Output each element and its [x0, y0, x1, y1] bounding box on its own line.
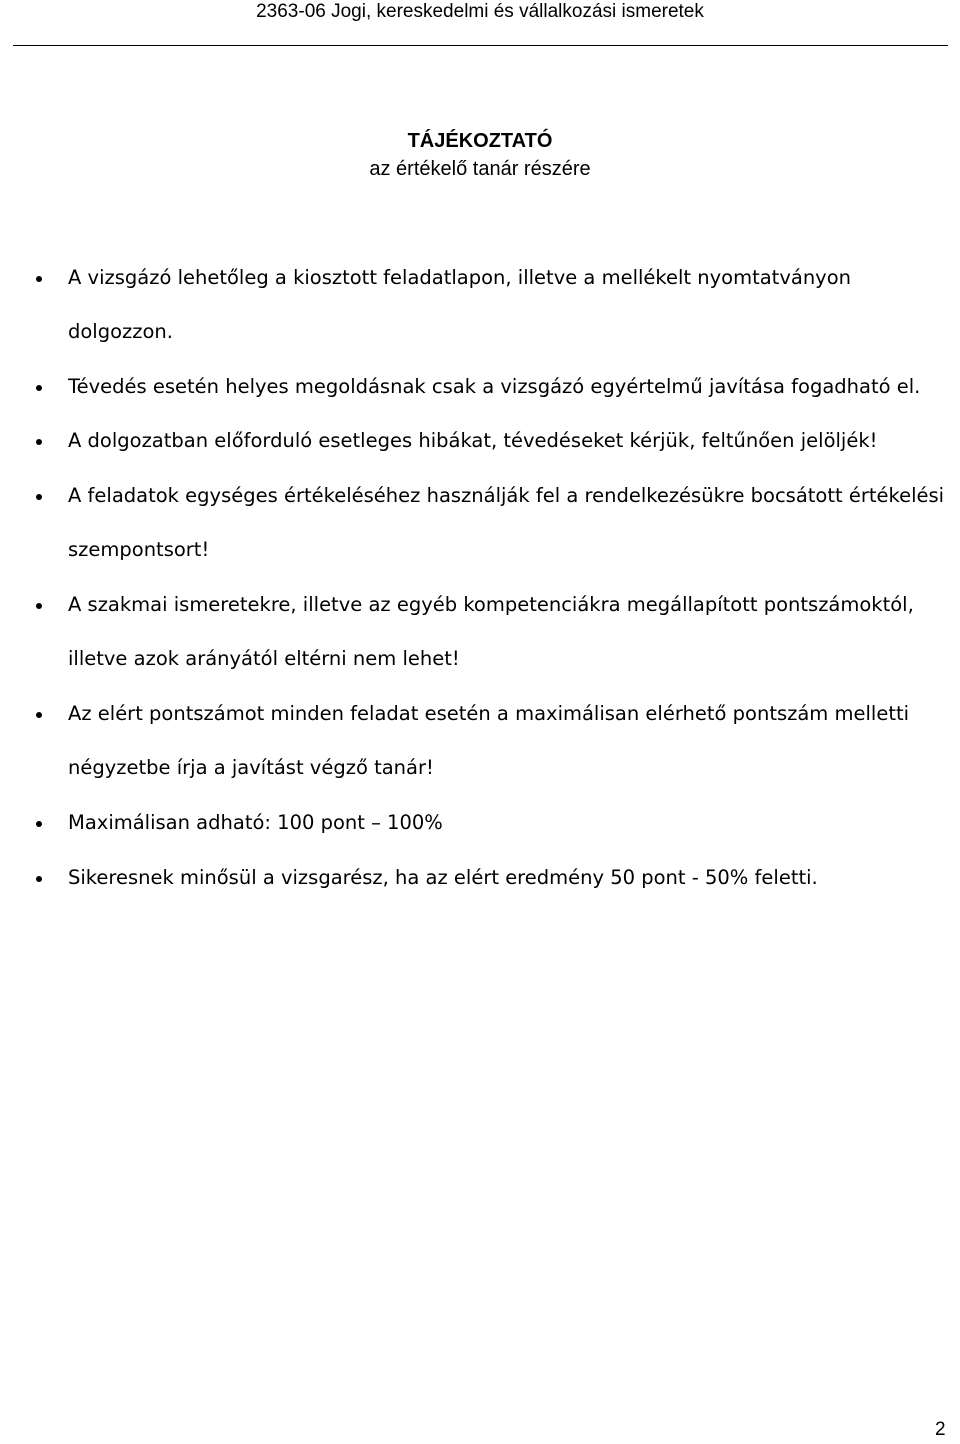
instruction-text: Maximálisan adható: 100 pont – 100%: [68, 811, 443, 834]
bullet-icon: [36, 494, 42, 500]
page-number: 2: [935, 1419, 946, 1440]
bullet-icon: [36, 276, 42, 282]
instruction-text: Tévedés esetén helyes megoldásnak csak a vizsgázó egyértelmű javítása fogadható el.: [68, 375, 921, 398]
bullet-icon: [36, 603, 42, 609]
instruction-text: Sikeresnek minősül a vizsgarész, ha az elért eredmény 50 pont - 50% feletti.: [68, 866, 818, 889]
instruction-text: A dolgozatban előforduló esetleges hibákat, tévedéseket kérjük, feltűnően jelöljék!: [68, 429, 878, 452]
instruction-text: Az elért pontszámot minden feladat esetén a maximálisan elérhető pontszám melletti négyzetbe írja a javítást végző tanár!: [68, 702, 910, 779]
header-divider: [13, 45, 948, 46]
bullet-icon: [36, 821, 42, 827]
bullet-icon: [36, 385, 42, 391]
bullet-icon: [36, 876, 42, 882]
instruction-text: A feladatok egységes értékeléséhez használják fel a rendelkezésükre bocsátott értékelési szempontsort!: [68, 484, 945, 561]
document-heading: TÁJÉKOZTATÓ: [407, 130, 553, 152]
bullet-icon: [36, 439, 42, 445]
instruction-text: A vizsgázó lehetőleg a kiosztott feladatlapon, illetve a mellékelt nyomtatványon dolgozzon.: [68, 266, 852, 343]
instruction-text: A szakmai ismeretekre, illetve az egyéb kompetenciákra megállapított pontszámoktól, illetve azok arányától eltérni nem lehet!: [68, 593, 914, 670]
document-subheading: az értékelő tanár részére: [369, 158, 591, 180]
page-header-title: 2363-06 Jogi, kereskedelmi és vállalkozási ismeretek: [256, 1, 704, 22]
bullet-icon: [36, 712, 42, 718]
